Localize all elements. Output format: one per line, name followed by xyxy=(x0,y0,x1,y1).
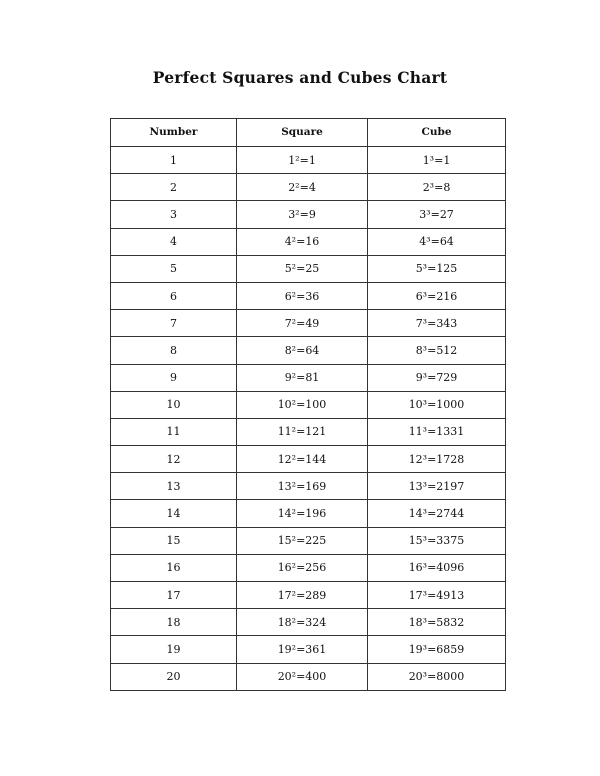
cell-cube: 7³=343 xyxy=(368,310,506,337)
cell-square: 9²=81 xyxy=(237,364,368,391)
cell-square: 6²=36 xyxy=(237,282,368,309)
cell-square: 13²=169 xyxy=(237,473,368,500)
cell-square: 7²=49 xyxy=(237,310,368,337)
table-row xyxy=(111,609,506,636)
cell-cube: 17³=4913 xyxy=(368,582,506,609)
cell-number: 14 xyxy=(111,500,237,527)
cell-cube: 4³=64 xyxy=(368,228,506,255)
cell-square: 18²=324 xyxy=(237,609,368,636)
cell-cube: 1³=1 xyxy=(368,147,506,174)
cell-number: 19 xyxy=(111,636,237,663)
cell-square: 17²=289 xyxy=(237,582,368,609)
table-row xyxy=(111,255,506,282)
table-row xyxy=(111,201,506,228)
cell-square: 12²=144 xyxy=(237,446,368,473)
table-row xyxy=(111,554,506,581)
cell-number: 1 xyxy=(111,147,237,174)
table-row xyxy=(111,310,506,337)
table-row xyxy=(111,473,506,500)
cell-number: 12 xyxy=(111,446,237,473)
table-row xyxy=(111,364,506,391)
page-title: Perfect Squares and Cubes Chart xyxy=(152,68,448,87)
table-row xyxy=(111,282,506,309)
cell-cube: 15³=3375 xyxy=(368,527,506,554)
table-row xyxy=(111,663,506,690)
cell-number: 15 xyxy=(111,527,237,554)
cell-number: 10 xyxy=(111,391,237,418)
cell-square: 19²=361 xyxy=(237,636,368,663)
cell-cube: 2³=8 xyxy=(368,174,506,201)
table-row xyxy=(111,582,506,609)
table-row xyxy=(111,500,506,527)
cell-number: 18 xyxy=(111,609,237,636)
cell-cube: 18³=5832 xyxy=(368,609,506,636)
cell-number: 16 xyxy=(111,554,237,581)
cell-square: 16²=256 xyxy=(237,554,368,581)
table-row xyxy=(111,391,506,418)
cell-cube: 5³=125 xyxy=(368,255,506,282)
table-row xyxy=(111,446,506,473)
cell-number: 7 xyxy=(111,310,237,337)
cell-number: 20 xyxy=(111,663,237,690)
cell-cube: 19³=6859 xyxy=(368,636,506,663)
column-header-cube: Cube xyxy=(368,119,506,147)
cell-square: 4²=16 xyxy=(237,228,368,255)
table-body xyxy=(111,147,506,691)
cell-square: 3²=9 xyxy=(237,201,368,228)
cell-cube: 6³=216 xyxy=(368,282,506,309)
cell-number: 8 xyxy=(111,337,237,364)
squares-cubes-table xyxy=(110,118,506,691)
cell-square: 14²=196 xyxy=(237,500,368,527)
cell-number: 4 xyxy=(111,228,237,255)
cell-cube: 20³=8000 xyxy=(368,663,506,690)
cell-cube: 14³=2744 xyxy=(368,500,506,527)
cell-number: 6 xyxy=(111,282,237,309)
cell-square: 11²=121 xyxy=(237,418,368,445)
column-header-square: Square xyxy=(237,119,368,147)
table-header xyxy=(111,119,506,147)
cell-square: 10²=100 xyxy=(237,391,368,418)
cell-square: 2²=4 xyxy=(237,174,368,201)
cell-cube: 8³=512 xyxy=(368,337,506,364)
column-header-number: Number xyxy=(111,119,237,147)
table-row xyxy=(111,228,506,255)
table-row xyxy=(111,337,506,364)
cell-cube: 10³=1000 xyxy=(368,391,506,418)
cell-square: 20²=400 xyxy=(237,663,368,690)
cell-number: 5 xyxy=(111,255,237,282)
cell-number: 17 xyxy=(111,582,237,609)
cell-cube: 13³=2197 xyxy=(368,473,506,500)
cell-square: 1²=1 xyxy=(237,147,368,174)
table-row xyxy=(111,418,506,445)
table-row xyxy=(111,147,506,174)
cell-number: 9 xyxy=(111,364,237,391)
cell-square: 15²=225 xyxy=(237,527,368,554)
cell-square: 5²=25 xyxy=(237,255,368,282)
cell-cube: 12³=1728 xyxy=(368,446,506,473)
cell-number: 3 xyxy=(111,201,237,228)
cell-number: 2 xyxy=(111,174,237,201)
cell-number: 11 xyxy=(111,418,237,445)
header-row xyxy=(111,119,506,147)
cell-number: 13 xyxy=(111,473,237,500)
cell-cube: 16³=4096 xyxy=(368,554,506,581)
table-row xyxy=(111,636,506,663)
cell-cube: 11³=1331 xyxy=(368,418,506,445)
cell-cube: 9³=729 xyxy=(368,364,506,391)
table-row xyxy=(111,174,506,201)
cell-cube: 3³=27 xyxy=(368,201,506,228)
cell-square: 8²=64 xyxy=(237,337,368,364)
table-row xyxy=(111,527,506,554)
